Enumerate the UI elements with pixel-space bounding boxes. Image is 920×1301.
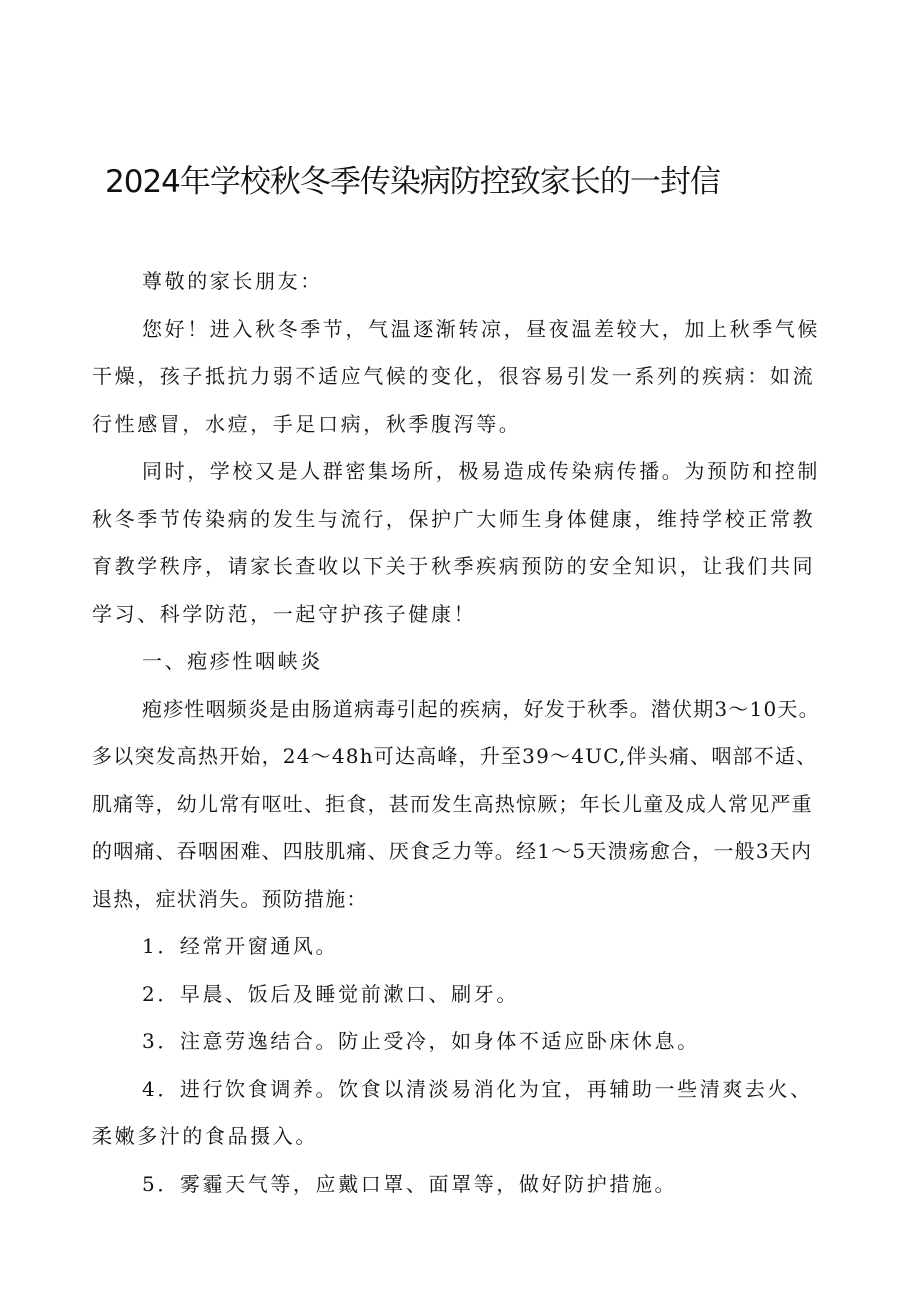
section-heading-herpangina: 一、疱疹性咽峡炎 bbox=[142, 649, 323, 673]
paragraph-herpangina: 疱疹性咽频炎是由肠道病毒引起的疾病，好发于秋季。潜伏期3～10天。多以突发高热开始，24～48h可达高峰，升至39～4UC,伴头痛、咽部不适、肌痛等，幼儿常有呕吐、拒食，甚而发生高热惊厥；年长儿童及成人常见严重的咽痛、吞咽困难、四肢肌痛、厌食乏力等。经1～5天溃疡愈合，一般3天内退热，症状消失。预防措施： bbox=[92, 696, 820, 911]
salutation: 尊敬的家长朋友： bbox=[142, 269, 323, 293]
document-body bbox=[92, 258, 832, 1208]
list-item-2: 2．早晨、饭后及睡觉前漱口、刷牙。 bbox=[142, 981, 519, 1006]
paragraph-greeting: 您好！进入秋冬季节，气温逐渐转凉，昼夜温差较大，加上秋季气候干燥，孩子抵抗力弱不适应气候的变化，很容易引发一系列的疾病：如流行性感冒，水痘，手足口病，秋季腹泻等。 bbox=[92, 316, 820, 436]
list-item-4: 4．进行饮食调养。饮食以清淡易消化为宜，再辅助一些清爽去火、柔嫩多汁的食品摄入。 bbox=[92, 1076, 813, 1148]
list-item-3: 3．注意劳逸结合。防止受冷，如身体不适应卧床休息。 bbox=[142, 1029, 700, 1053]
list-item-1: 1．经常开窗通风。 bbox=[142, 934, 339, 958]
document-title: 2024年学校秋冬季传染病防控致家长的一封信 bbox=[105, 164, 720, 200]
paragraph-school: 同时，学校又是人群密集场所，极易造成传染病传播。为预防和控制秋冬季节传染病的发生与流行，保护广大师生身体健康，维持学校正常教育教学秩序，请家长查收以下关于秋季疾病预防的安全知识，让我们共同学习、科学防范，一起守护孩子健康！ bbox=[92, 459, 820, 626]
list-item-5: 5．雾霾天气等，应戴口罩、面罩等，做好防护措施。 bbox=[142, 1171, 678, 1196]
